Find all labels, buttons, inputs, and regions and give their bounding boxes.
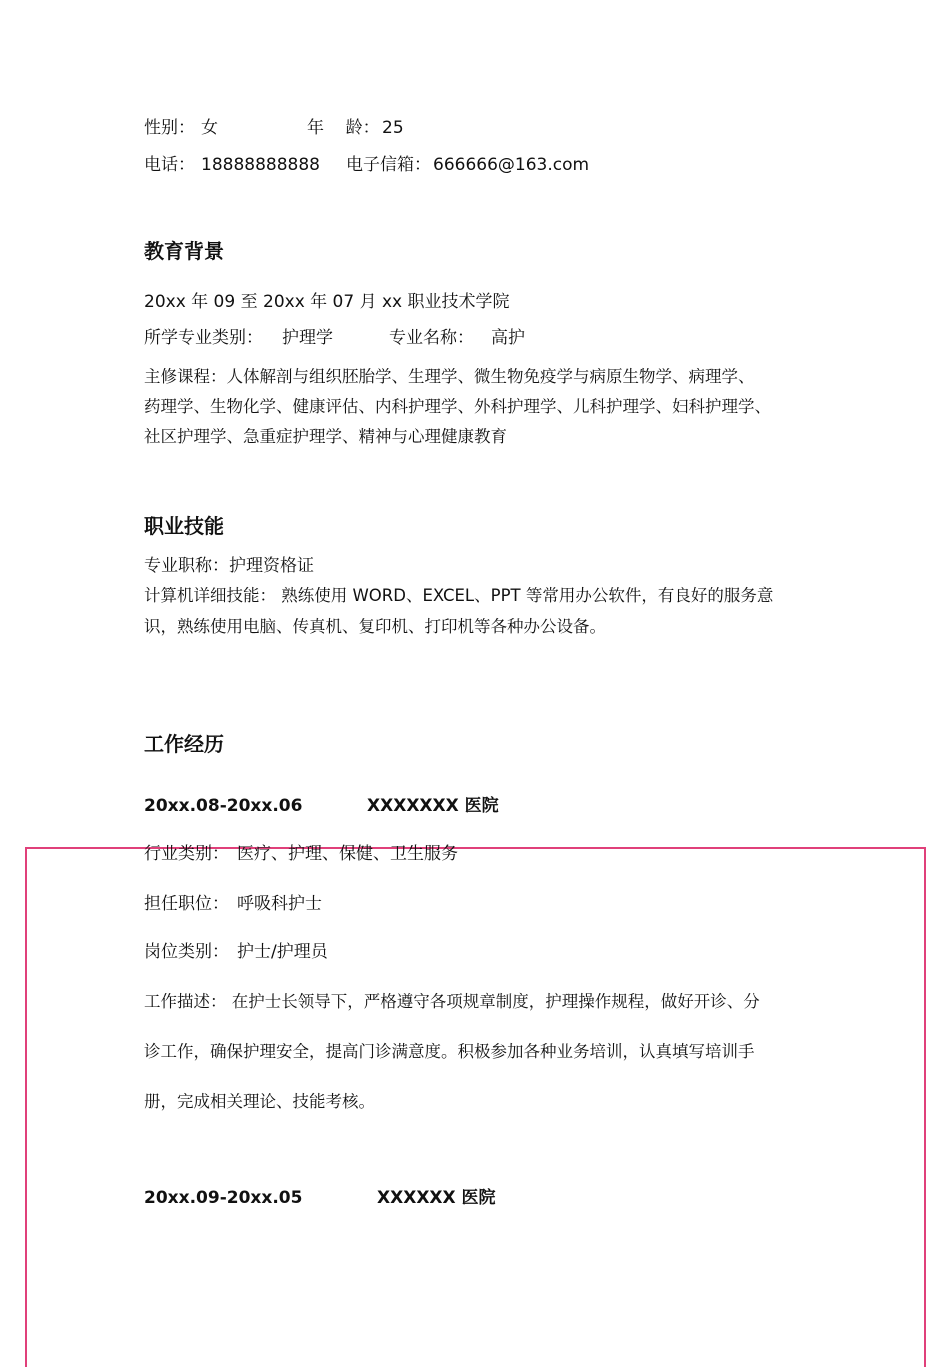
job-2-employer: XXXXXX 医院: [377, 1188, 496, 1208]
job-1-position-value: 呼吸科护士: [237, 894, 322, 914]
courses-line-2: 药理学、生物化学、健康评估、内科护理学、外科护理学、儿科护理学、妇科护理学、: [144, 397, 771, 416]
gender-value: 女: [201, 118, 218, 138]
job-1-position-label: 担任职位：: [144, 894, 229, 914]
job-1-employer: XXXXXXX 医院: [367, 796, 499, 816]
job-1-description-line-1: 工作描述： 在护士长领导下，严格遵守各项规章制度，护理操作规程，做好开诊、分: [144, 992, 760, 1011]
gender-label: 性别：: [144, 118, 195, 138]
courses-line-1: 主修课程：人体解剖与组织胚胎学、生理学、微生物免疫学与病原生物学、病理学、: [144, 367, 755, 386]
job-2-period: 20xx.09-20xx.05: [144, 1188, 303, 1208]
email-value: 666666@163.com: [433, 155, 590, 175]
job-1-period: 20xx.08-20xx.06: [144, 796, 303, 816]
major-name-label: 专业名称：: [389, 328, 474, 348]
skills-heading: 职业技能: [144, 514, 224, 538]
computer-skills-line-1: 计算机详细技能： 熟练使用 WORD、EXCEL、PPT 等常用办公软件，有良好的服务意: [144, 586, 774, 605]
professional-title: 专业职称：护理资格证: [144, 556, 314, 576]
work-heading: 工作经历: [144, 732, 224, 756]
email-label: 电子信箱：: [346, 155, 431, 175]
age-value: 25: [382, 118, 404, 138]
job-1-industry-value: 医疗、护理、保健、卫生服务: [237, 844, 458, 864]
job-1-description-line-2: 诊工作，确保护理安全，提高门诊满意度。积极参加各种业务培训，认真填写培训手: [144, 1042, 755, 1061]
major-category-value: 护理学: [282, 328, 333, 348]
computer-skills-line-2: 识，熟练使用电脑、传真机、复印机、打印机等各种办公设备。: [144, 617, 606, 636]
education-period: 20xx 年 09 至 20xx 年 07 月: [144, 292, 377, 312]
job-1-industry-label: 行业类别：: [144, 844, 229, 864]
major-name-value: 高护: [491, 328, 525, 348]
education-school: xx 职业技术学院: [382, 292, 510, 312]
phone-value: 18888888888: [201, 155, 320, 175]
phone-label: 电话：: [144, 155, 195, 175]
job-1-description-line-3: 册，完成相关理论、技能考核。: [144, 1092, 375, 1111]
major-category-label: 所学专业类别：: [144, 328, 263, 348]
courses-line-3: 社区护理学、急重症护理学、精神与心理健康教育: [144, 427, 507, 446]
job-1-post-category-label: 岗位类别：: [144, 942, 229, 962]
job-1-post-category-value: 护士/护理员: [237, 942, 328, 962]
age-label: 年 龄：: [307, 118, 380, 138]
education-heading: 教育背景: [144, 239, 224, 263]
